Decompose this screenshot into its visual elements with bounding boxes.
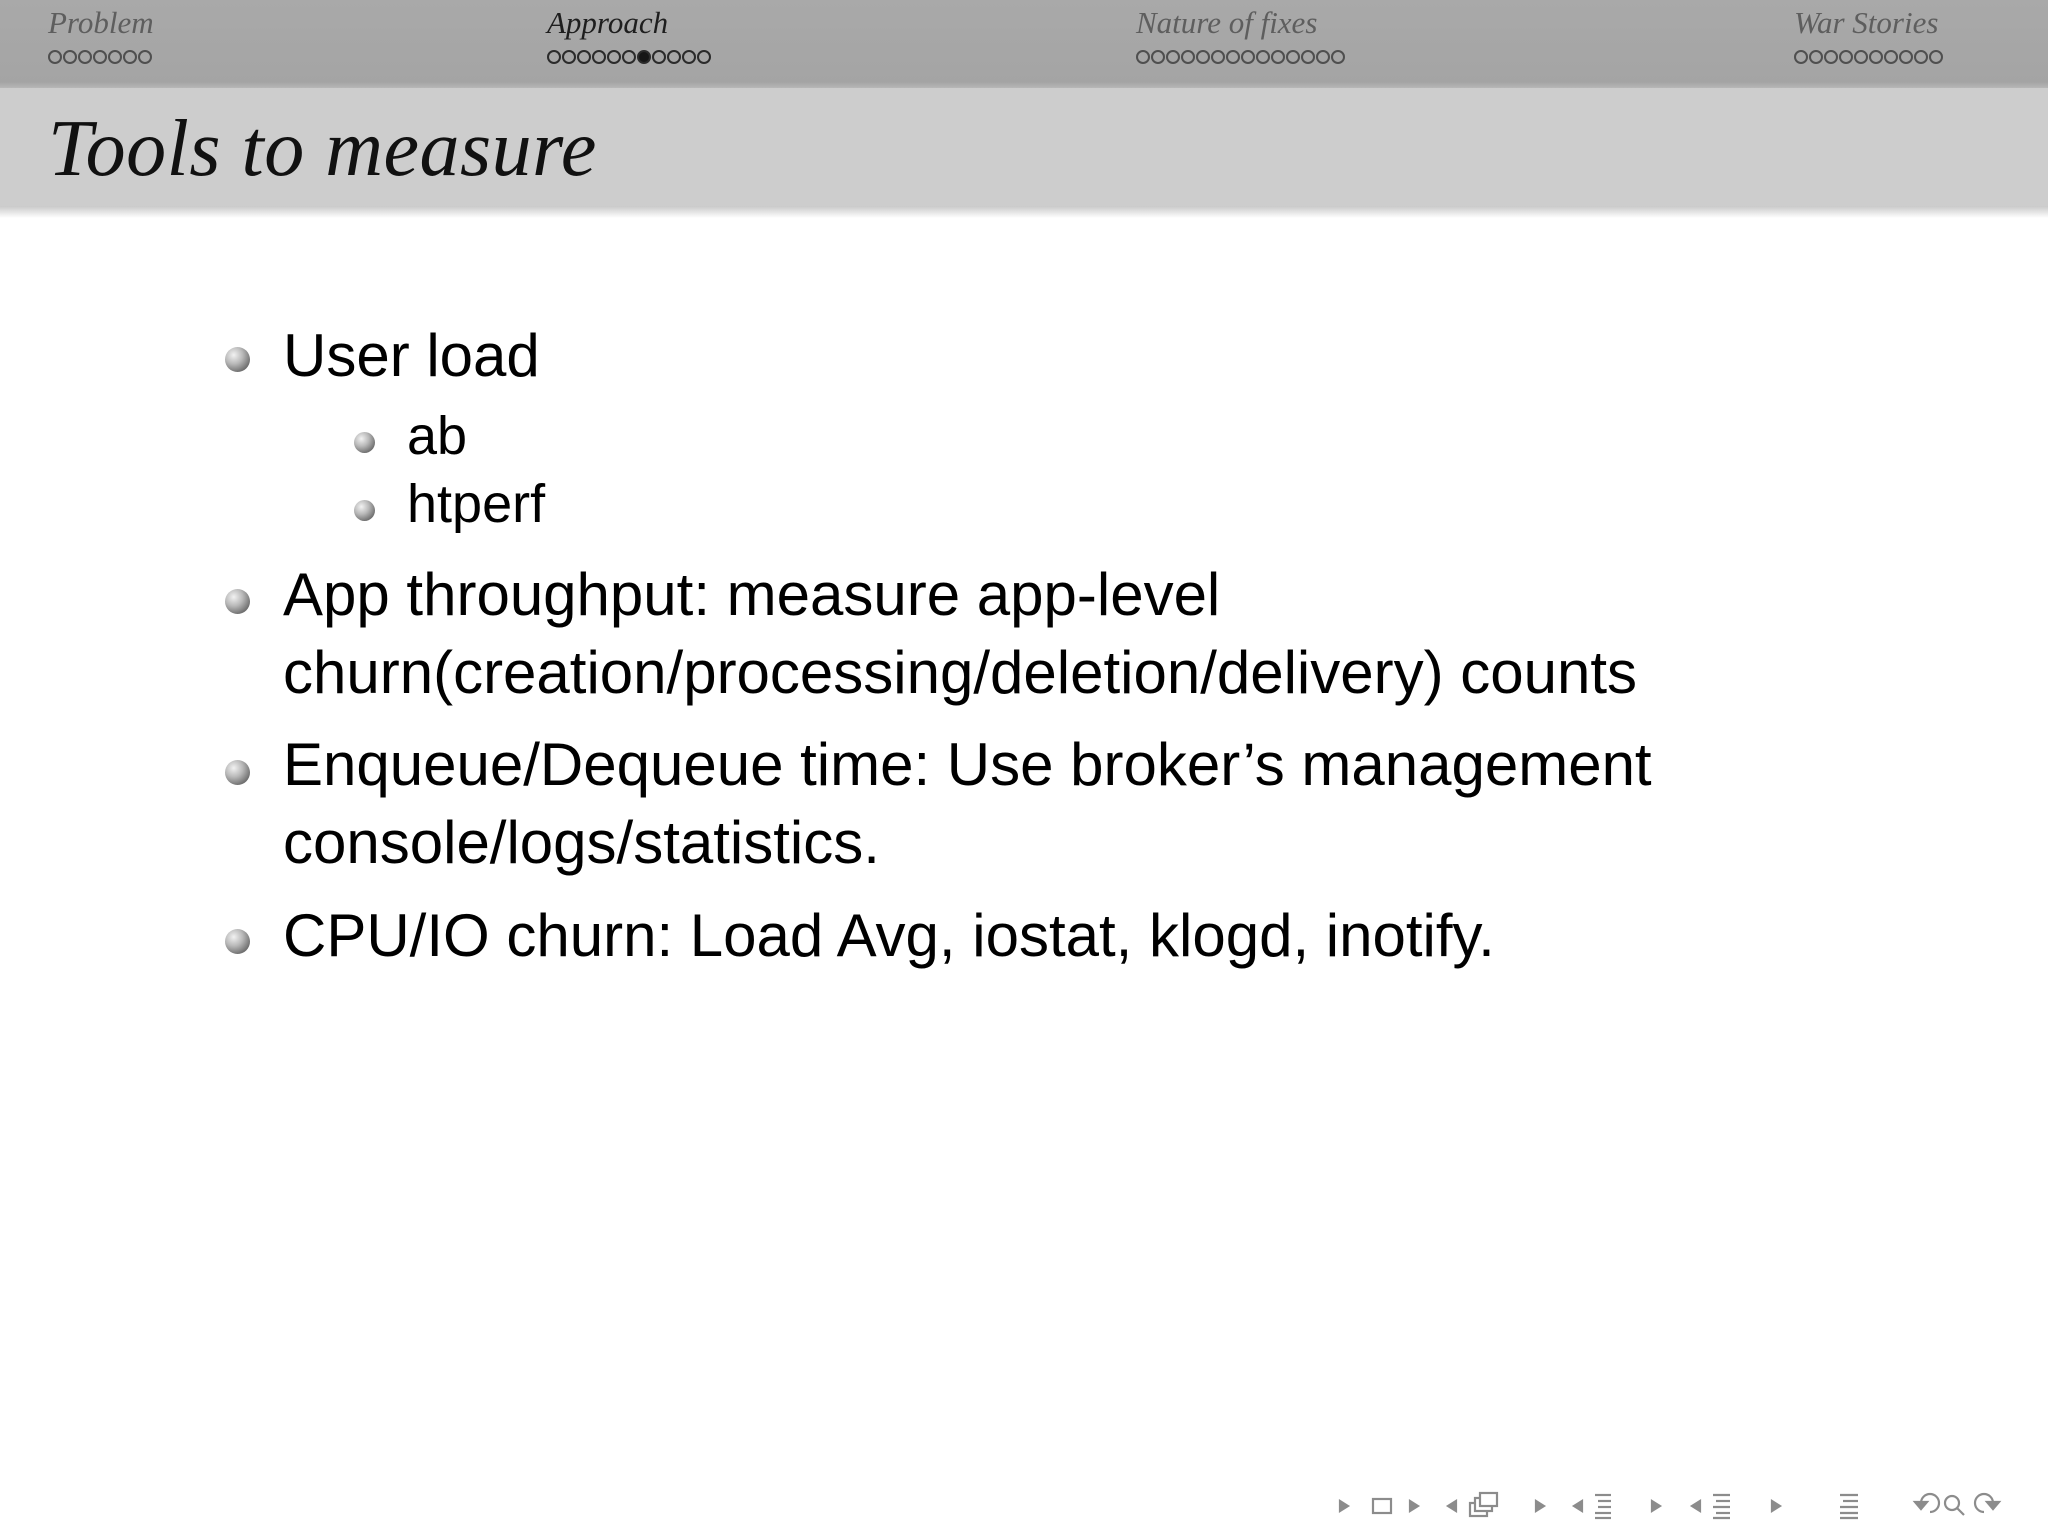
slide-dot[interactable] xyxy=(63,50,77,64)
slide-dot[interactable] xyxy=(138,50,152,64)
bullet-item-line: Enqueue/Dequeue time: Use broker’s management xyxy=(283,731,1652,798)
section-navigation-bar xyxy=(0,0,2048,88)
arrow-left-icon[interactable] xyxy=(1692,1501,1700,1511)
back-icon[interactable] xyxy=(1915,1494,1939,1512)
search-icon[interactable] xyxy=(1945,1496,1964,1515)
slide-dot[interactable] xyxy=(93,50,107,64)
slide-dot[interactable] xyxy=(1809,50,1823,64)
nav-section-label[interactable]: Problem xyxy=(48,5,154,40)
appendix-icon[interactable] xyxy=(1840,1495,1858,1518)
nav-section-label[interactable]: Approach xyxy=(547,5,669,40)
arrow-left-icon[interactable] xyxy=(1448,1501,1456,1511)
slide-dot[interactable] xyxy=(1136,50,1150,64)
slide-dot[interactable] xyxy=(1211,50,1225,64)
slide-dot[interactable] xyxy=(547,50,561,64)
slide-dot[interactable] xyxy=(652,50,666,64)
bullet-ball-icon xyxy=(225,760,250,785)
bullet-ball-icon xyxy=(225,589,250,614)
slide-dot[interactable] xyxy=(607,50,621,64)
slide-dot[interactable] xyxy=(1286,50,1300,64)
arrow-right-icon[interactable] xyxy=(1410,1501,1418,1511)
title-shadow xyxy=(0,206,2048,218)
beamer-navigation-symbols xyxy=(1330,1488,2040,1524)
slide-dot[interactable] xyxy=(1181,50,1195,64)
sub-bullet-item: ab xyxy=(407,406,468,466)
arrow-left-icon[interactable] xyxy=(1574,1501,1582,1511)
slide-dot[interactable] xyxy=(1824,50,1838,64)
sub-bullet-item: htperf xyxy=(407,474,546,534)
section-icon[interactable] xyxy=(1713,1495,1730,1518)
slide-dot[interactable] xyxy=(1854,50,1868,64)
current-slide-dot[interactable] xyxy=(637,50,651,64)
nav-slide-dots xyxy=(1794,50,1943,64)
bullet-ball-icon xyxy=(354,432,375,453)
slide-dot[interactable] xyxy=(1271,50,1285,64)
bullet-ball-icon xyxy=(354,500,375,521)
frame-icon[interactable] xyxy=(1373,1499,1391,1513)
slide-dot[interactable] xyxy=(1151,50,1165,64)
bullet-item-line: console/logs/statistics. xyxy=(283,809,880,876)
bullet-item: CPU/IO churn: Load Avg, iostat, klogd, inotify. xyxy=(283,902,1495,969)
nav-slide-dots xyxy=(48,50,152,64)
slide-dot[interactable] xyxy=(697,50,711,64)
arrow-right-icon[interactable] xyxy=(1772,1501,1780,1511)
slide-dot[interactable] xyxy=(78,50,92,64)
slide-dot[interactable] xyxy=(682,50,696,64)
slide-dot[interactable] xyxy=(48,50,62,64)
slide-dot[interactable] xyxy=(1929,50,1943,64)
slide-dot[interactable] xyxy=(1884,50,1898,64)
forward-icon[interactable] xyxy=(1975,1494,1999,1512)
slide-dot[interactable] xyxy=(1331,50,1345,64)
slide-dot[interactable] xyxy=(123,50,137,64)
slide-dot[interactable] xyxy=(1794,50,1808,64)
bullet-item-line: churn(creation/processing/deletion/delivery) counts xyxy=(283,639,1638,706)
slide-dot[interactable] xyxy=(667,50,681,64)
slide-dot[interactable] xyxy=(1256,50,1270,64)
slide-dot[interactable] xyxy=(562,50,576,64)
slide-dot[interactable] xyxy=(1241,50,1255,64)
slide-dot[interactable] xyxy=(1316,50,1330,64)
nav-section-label[interactable]: Nature of fixes xyxy=(1136,5,1318,40)
slide-dot[interactable] xyxy=(1869,50,1883,64)
slide-title: Tools to measure xyxy=(48,105,597,193)
slide-dot[interactable] xyxy=(1839,50,1853,64)
arrow-left-icon[interactable] xyxy=(1340,1501,1348,1511)
nav-slide-dots xyxy=(1136,50,1345,64)
slide-dot[interactable] xyxy=(592,50,606,64)
arrow-right-icon[interactable] xyxy=(1536,1501,1544,1511)
slide-dot[interactable] xyxy=(1166,50,1180,64)
nav-section-label[interactable]: War Stories xyxy=(1794,5,1939,40)
bullet-item: User load xyxy=(283,322,540,389)
slide-dot[interactable] xyxy=(1301,50,1315,64)
section-icon[interactable] xyxy=(1595,1495,1611,1518)
nav-slide-dots xyxy=(547,50,711,64)
slide-dot[interactable] xyxy=(1226,50,1240,64)
bullet-ball-icon xyxy=(225,929,250,954)
subsection-icon[interactable] xyxy=(1470,1493,1497,1516)
slide-dot[interactable] xyxy=(1914,50,1928,64)
slide-dot[interactable] xyxy=(1899,50,1913,64)
slide-dot[interactable] xyxy=(108,50,122,64)
slide-dot[interactable] xyxy=(577,50,591,64)
arrow-right-icon[interactable] xyxy=(1652,1501,1660,1511)
slide-dot[interactable] xyxy=(1196,50,1210,64)
slide-dot[interactable] xyxy=(622,50,636,64)
bullet-item-line: App throughput: measure app-level xyxy=(283,561,1221,628)
navigation-symbols-svg xyxy=(1330,1488,2040,1524)
bullet-ball-icon xyxy=(225,347,250,372)
